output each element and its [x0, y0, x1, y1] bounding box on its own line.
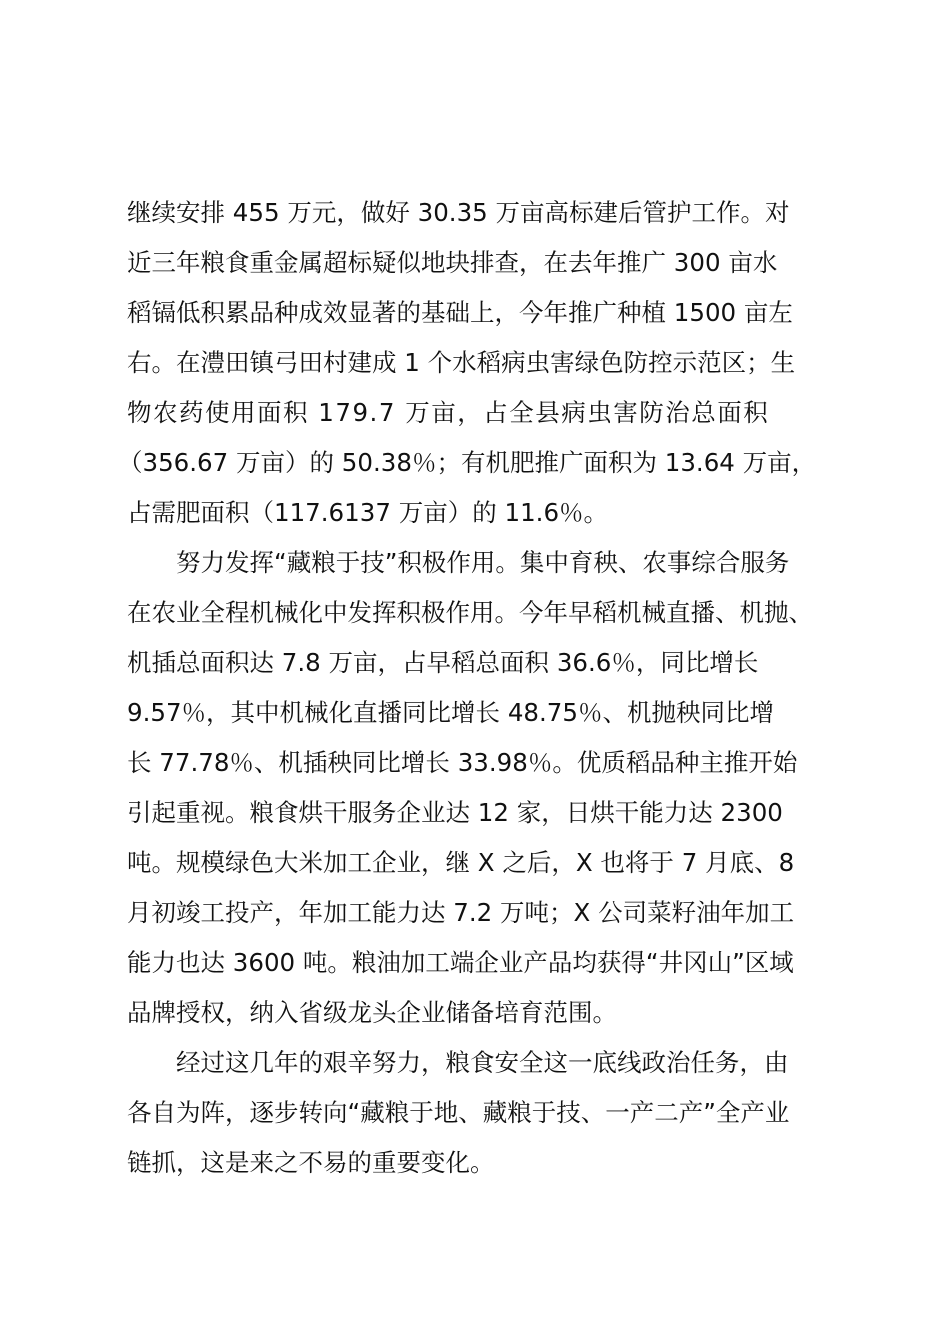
text-line: 在农业全程机械化中发挥积极作用。今年早稻机械直播、机抛、 [127, 598, 813, 627]
text-line: 机插总面积达 7.8 万亩，占早稻总面积 36.6％，同比增长 [127, 648, 759, 677]
text-line: 品牌授权，纳入省级龙头企业储备培育范围。 [127, 998, 617, 1027]
text-line: 引起重视。粮食烘干服务企业达 12 家，日烘干能力达 2300 [127, 798, 783, 827]
text-line: 能力也达 3600 吨。粮油加工端企业产品均获得“井冈山”区域 [127, 948, 794, 977]
text-line: 经过这几年的艰辛努力，粮食安全这一底线政治任务，由 [127, 1048, 789, 1077]
text-line: 各自为阵，逐步转向“藏粮于地、藏粮于技、一产二产”全产业 [127, 1098, 790, 1127]
text-line: 继续安排 455 万元，做好 30.35 万亩高标建后管护工作。对 [127, 198, 790, 227]
text-line: 吨。规模绿色大米加工企业，继 X 之后，X 也将于 7 月底、8 [127, 848, 795, 877]
text-line: 链抓，这是来之不易的重要变化。 [127, 1148, 495, 1177]
text-line: 稻镉低积累品种成效显著的基础上，今年推广种植 1500 亩左 [127, 298, 793, 327]
text-line: 物农药使用面积 179.7 万亩，占全县病虫害防治总面积 [127, 398, 770, 427]
text-line: 近三年粮食重金属超标疑似地块排查，在去年推广 300 亩水 [127, 248, 778, 277]
text-line: 右。在澧田镇弓田村建成 1 个水稻病虫害绿色防控示范区；生 [127, 348, 796, 377]
text-line: 月初竣工投产，年加工能力达 7.2 万吨；X 公司菜籽油年加工 [127, 898, 795, 927]
text-line: 长 77.78％、机插秧同比增长 33.98％。优质稻品种主推开始 [127, 748, 798, 777]
text-line: （356.67 万亩）的 50.38％；有机肥推广面积为 13.64 万亩， [118, 448, 817, 477]
text-line: 9.57％，其中机械化直播同比增长 48.75％、机抛秧同比增 [127, 698, 774, 727]
text-line: 努力发挥“藏粮于技”积极作用。集中育秧、农事综合服务 [127, 548, 790, 577]
text-line: 占需肥面积（117.6137 万亩）的 11.6％。 [127, 498, 609, 527]
